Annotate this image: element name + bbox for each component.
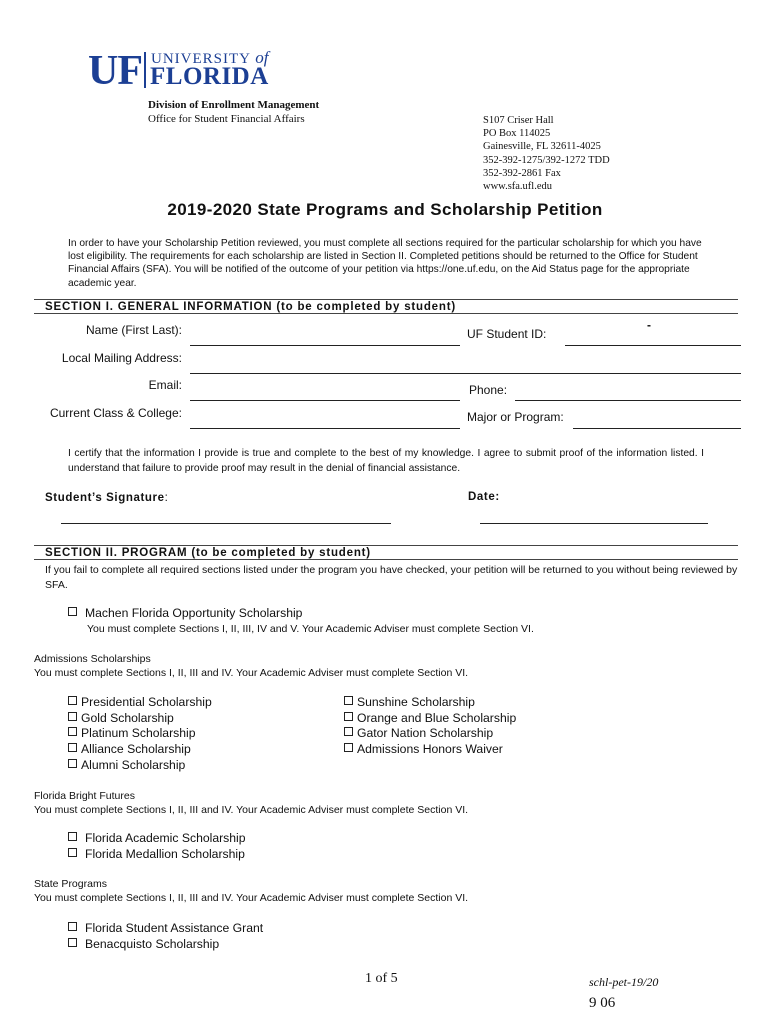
option-label: Presidential Scholarship [81, 695, 212, 709]
option-label: Gold Scholarship [81, 711, 174, 725]
state-programs-requirement: You must complete Sections I, II, III and IV. Your Academic Adviser must complete Section VI. [34, 892, 469, 904]
presidential-option[interactable] [68, 695, 212, 709]
address-line: S107 Criser Hall [483, 115, 554, 126]
gator-nation-option[interactable] [344, 726, 493, 740]
ufid-label: UF Student ID: [467, 327, 547, 341]
option-label: Alliance Scholarship [81, 742, 191, 756]
option-label: Platinum Scholarship [81, 726, 196, 740]
email-label: Email: [148, 378, 182, 392]
logo-university-text: UNIVERSITY [151, 51, 251, 67]
gold-option[interactable] [68, 711, 174, 725]
certification-text: I certify that the information I provide is true and complete to the best of my knowledge. I agree to submit proof of the information listed. I understand that failure to provide proof may result in the denial of financial assistance. [68, 448, 704, 474]
email-field[interactable] [190, 400, 460, 401]
checkbox[interactable] [68, 696, 77, 705]
bright-futures-title: Florida Bright Futures [34, 790, 135, 802]
option-label: Alumni Scholarship [81, 758, 186, 772]
class-college-field[interactable] [190, 428, 460, 429]
checkbox[interactable] [68, 938, 77, 947]
division-name: Division of Enrollment Management [148, 99, 320, 111]
phone-label: Phone: [469, 383, 508, 397]
checkbox[interactable] [68, 607, 77, 616]
orange-blue-option[interactable] [344, 711, 516, 725]
checkbox[interactable] [68, 727, 77, 736]
mailing-address-label: Local Mailing Address: [61, 351, 182, 365]
checkbox[interactable] [344, 727, 353, 736]
signature-field[interactable] [61, 523, 391, 524]
checkbox[interactable] [68, 759, 77, 768]
date-field[interactable] [480, 523, 708, 524]
honors-waiver-option[interactable] [344, 742, 503, 756]
ufid-field[interactable] [565, 345, 741, 346]
major-label: Major or Program: [467, 410, 564, 424]
checkbox[interactable] [68, 743, 77, 752]
logo-divider [144, 52, 146, 88]
checkbox[interactable] [344, 696, 353, 705]
checkbox[interactable] [68, 922, 77, 931]
admissions-requirement: You must complete Sections I, II, III and IV. Your Academic Adviser must complete Section VI. [34, 667, 469, 679]
academic-scholarship-option[interactable] [68, 831, 246, 845]
logo-of: of [255, 48, 269, 67]
office-address [483, 114, 610, 193]
address-line: Gainesville, FL 32611-4025 [483, 141, 601, 153]
option-label: Orange and Blue Scholarship [357, 711, 517, 725]
address-line: 352-392-1275/392-1272 TDD [483, 154, 610, 166]
sunshine-option[interactable] [344, 695, 475, 709]
option-label: Benacquisto Scholarship [85, 937, 220, 951]
class-college-label: Current Class & College: [49, 406, 182, 420]
option-label: Admissions Honors Waiver [357, 742, 503, 756]
admissions-title: Admissions Scholarships [34, 653, 151, 665]
medallion-scholarship-option[interactable] [68, 847, 245, 861]
option-label: Sunshine Scholarship [357, 695, 475, 709]
checkbox[interactable] [344, 743, 353, 752]
office-name: Office for Student Financial Affairs [148, 113, 305, 125]
ufid-dash: - [647, 318, 651, 332]
platinum-option[interactable] [68, 726, 195, 740]
form-code: schl-pet-19/20 [589, 975, 659, 989]
signature-colon: : [164, 492, 169, 504]
checkbox[interactable] [344, 712, 353, 721]
name-field[interactable] [190, 345, 460, 346]
page-title: 2019-2020 State Programs and Scholarship Petition [167, 200, 603, 219]
bright-futures-requirement: You must complete Sections I, II, III and IV. Your Academic Adviser must complete Section VI. [34, 804, 469, 816]
checkbox[interactable] [68, 832, 77, 841]
option-label: Florida Student Assistance Grant [85, 921, 264, 935]
address-line: 352-392-2861 Fax [483, 167, 561, 179]
name-label: Name (First Last): [85, 323, 182, 337]
address-line: PO Box 114025 [483, 128, 551, 140]
page-number: 1 of 5 [365, 971, 398, 986]
alumni-option[interactable] [68, 758, 185, 772]
checkbox[interactable] [68, 848, 77, 857]
machen-requirement: You must complete Sections I, II, III, IV and V. Your Academic Adviser must complete Section VI. [87, 623, 534, 635]
option-label: Gator Nation Scholarship [357, 726, 494, 740]
logo-uf: UF [88, 48, 142, 94]
fsag-option[interactable] [68, 921, 263, 935]
benacquisto-option[interactable] [68, 937, 219, 951]
phone-field[interactable] [515, 400, 741, 401]
state-programs-title: State Programs [34, 878, 107, 890]
section-1-heading: SECTION I. GENERAL INFORMATION (to be completed by student) [34, 299, 738, 314]
alliance-option[interactable] [68, 742, 191, 756]
major-field[interactable] [573, 428, 741, 429]
address-line: www.sfa.ufl.edu [483, 181, 553, 193]
option-label: Florida Medallion Scholarship [85, 847, 245, 861]
logo-florida: FLORIDA [150, 63, 269, 90]
mailing-address-field[interactable] [190, 373, 741, 374]
signature-label-text: Student’s Signature [45, 492, 165, 504]
date-label: Date: [468, 491, 500, 503]
intro-text: In order to have your Scholarship Petition reviewed, you must complete all sections required for the particular scholarship for which you have lost eligibility. The requirements for each scholarship are listed in Section II. Completed petitions should be returned to the Office for Student Financial Affairs (SFA). You will be notified of the outcome of your petition via https://one.uf.edu, on the Aid Status page for the appropriate academic year. [68, 238, 702, 289]
checkbox[interactable] [68, 712, 77, 721]
machen-option[interactable] [68, 606, 302, 620]
section-2-heading: SECTION II. PROGRAM (to be completed by student) [34, 545, 738, 560]
form-version: 9 06 [589, 995, 616, 1011]
machen-label: Machen Florida Opportunity Scholarship [85, 606, 303, 620]
option-label: Florida Academic Scholarship [85, 831, 246, 845]
section-2-note: If you fail to complete all required sections listed under the program you have checked, your petition will be returned to you without being reviewed by SFA. [45, 564, 738, 591]
signature-label [45, 492, 168, 504]
